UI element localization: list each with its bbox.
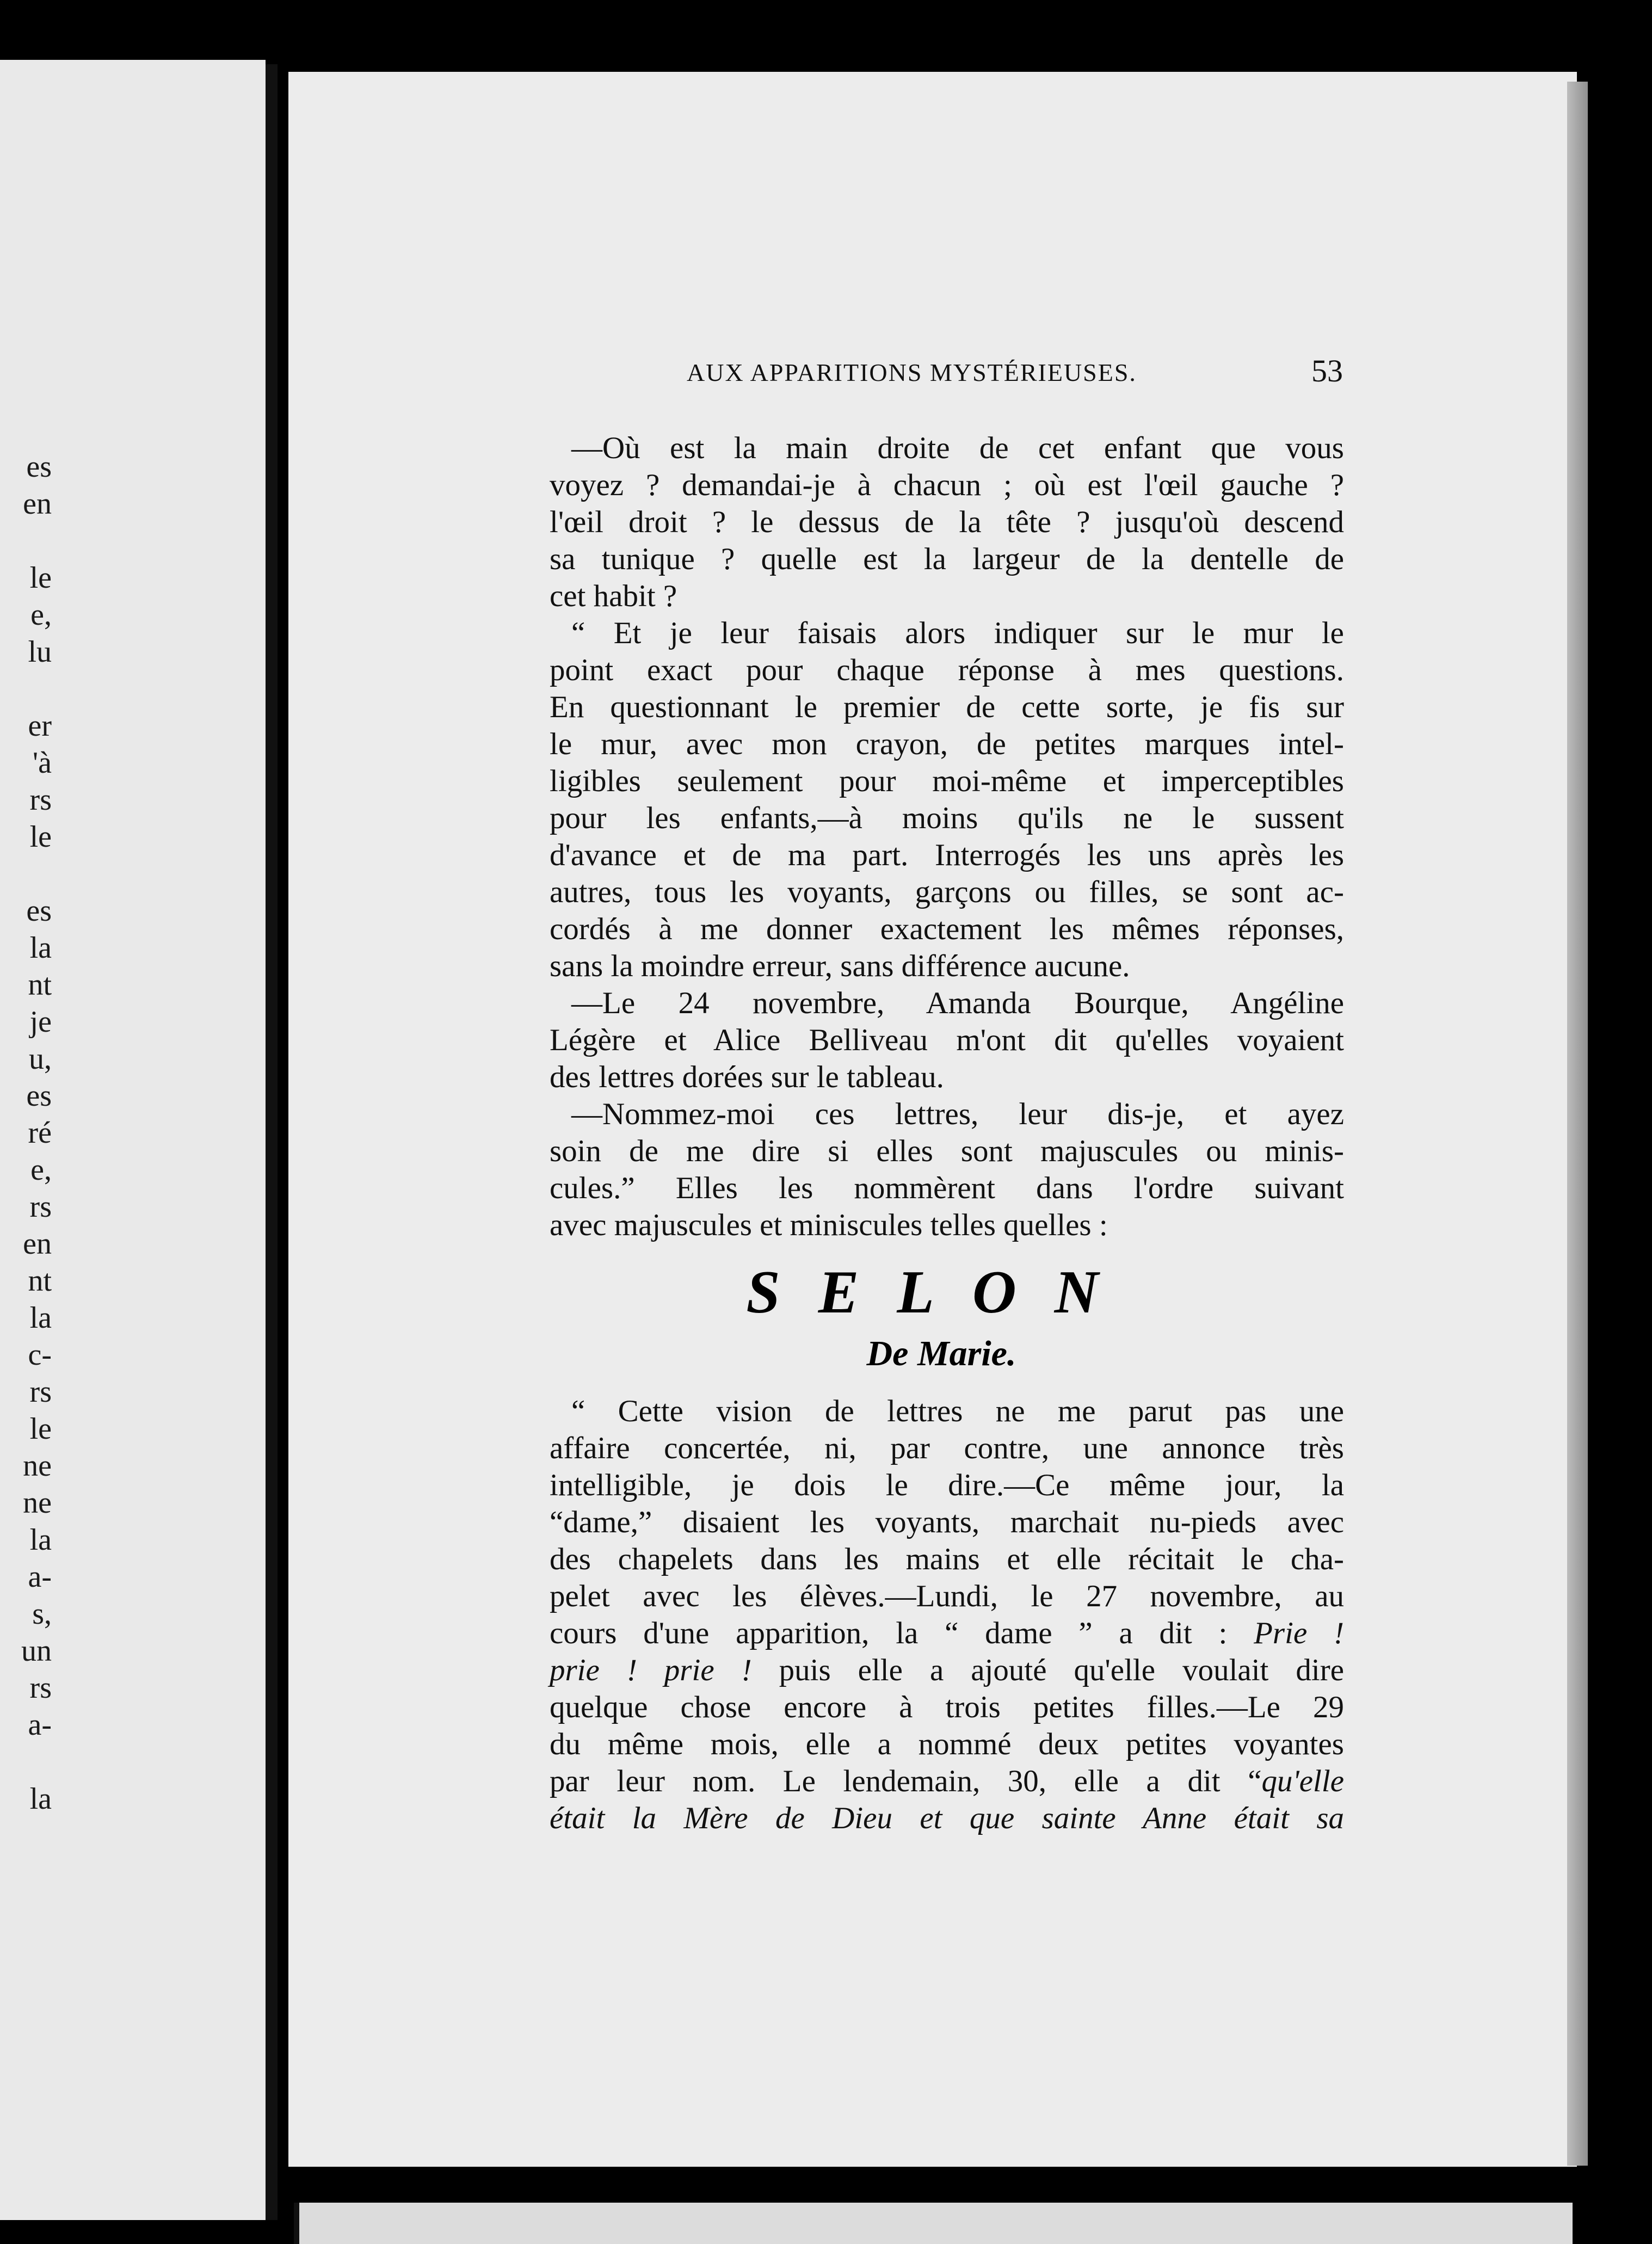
previous-page-fragment-text: ne — [23, 1486, 52, 1520]
next-page-strip — [294, 2203, 1573, 2244]
previous-page-fragment-text: u, — [29, 1042, 52, 1076]
body-line: le mur, avec mon crayon, de petites marques intel- — [550, 727, 1344, 761]
body-line: intelligible, je dois le dire.—Ce même jour, la — [550, 1468, 1344, 1502]
body-line: des chapelets dans les mains et elle récitait le cha- — [550, 1542, 1344, 1576]
body-line — [550, 1615, 1344, 1652]
body-line — [550, 1763, 1344, 1800]
body-line: sa tunique ? quelle est la largeur de la dentelle de — [550, 542, 1344, 576]
previous-page-fragment-text: s, — [32, 1597, 52, 1631]
previous-page-fragment-text: le — [29, 820, 52, 854]
body-line: Légère et Alice Belliveau m'ont dit qu'elles voyaient — [550, 1023, 1344, 1057]
previous-page-fragment-text: rs — [29, 1375, 52, 1409]
body-line: soin de me dire si elles sont majuscules ou minis- — [550, 1134, 1344, 1168]
previous-page-fragment-text: nt — [28, 1264, 52, 1298]
body-line-italic: prie ! prie ! — [550, 1653, 752, 1687]
previous-page-fragment-text: rs — [29, 783, 52, 817]
body-line: cordés à me donner exactement les mêmes réponses, — [550, 912, 1344, 946]
previous-page-fragment-text: e, — [30, 1153, 52, 1187]
previous-page-fragment-text: en — [23, 1227, 52, 1261]
body-line — [550, 1652, 1344, 1689]
previous-page-fragment-text: ré — [28, 1116, 52, 1150]
running-header: AUX APPARITIONS MYSTÉRIEUSES. — [687, 359, 1137, 386]
body-line: cet habit ? — [550, 579, 677, 613]
body-line: des lettres dorées sur le tableau. — [550, 1060, 944, 1094]
previous-page-fragment-text: c- — [28, 1338, 52, 1372]
body-line: autres, tous les voyants, garçons ou filles, se sont ac- — [550, 875, 1344, 909]
previous-page-fragment-text: je — [29, 1005, 52, 1039]
body-line: —Nommez-moi ces lettres, leur dis-je, et ayez — [571, 1097, 1344, 1131]
previous-page-fragment-text: a- — [28, 1560, 52, 1594]
previous-page-fragment-text: en — [23, 487, 52, 521]
body-line — [550, 1800, 1344, 1837]
body-line: avec majuscules et miniscules telles quelles : — [550, 1208, 1108, 1242]
previous-page-fragment-text: la — [29, 1523, 52, 1557]
body-line: affaire concertée, ni, par contre, une annonce très — [550, 1431, 1344, 1465]
body-line: du même mois, elle a nommé deux petites voyantes — [550, 1727, 1344, 1761]
body-line: —Où est la main droite de cet enfant que vous — [571, 431, 1344, 465]
body-line-italic: Prie ! — [1254, 1616, 1345, 1650]
previous-page-fragment-text: un — [21, 1634, 52, 1668]
body-line: pelet avec les élèves.—Lundi, le 27 novembre, au — [550, 1579, 1344, 1613]
previous-page-fragment-text: la — [29, 1301, 52, 1335]
previous-page-fragment-text: ne — [23, 1449, 52, 1483]
body-line-text: par leur nom. Le lendemain, 30, elle a dit “ — [550, 1764, 1262, 1798]
letters-subheading: De Marie. — [866, 1334, 1016, 1373]
previous-page-fragment-text: le — [29, 1412, 52, 1446]
body-line: sans la moindre erreur, sans différence aucune. — [550, 949, 1130, 983]
body-line: l'œil droit ? le dessus de la tête ? jusqu'où descend — [550, 505, 1344, 539]
golden-letters-heading: SELON — [746, 1259, 1137, 1326]
body-line: quelque chose encore à trois petites filles.—Le 29 — [550, 1690, 1344, 1724]
previous-page-fragment-text: es — [26, 894, 52, 928]
previous-page-fragment-text: 'à — [33, 746, 52, 780]
body-line: “ Et je leur faisais alors indiquer sur le mur le — [571, 616, 1344, 650]
previous-page-fragment-text: le — [29, 561, 52, 595]
body-line-italic: était la Mère de Dieu et que sainte Anne était sa — [550, 1801, 1344, 1835]
previous-page-fragment-text: es — [26, 1079, 52, 1113]
body-line: pour les enfants,—à moins qu'ils ne le sussent — [550, 801, 1344, 835]
previous-page-fragment-text: rs — [29, 1671, 52, 1705]
previous-page-fragment-text: er — [28, 709, 52, 743]
body-line-text: puis elle a ajouté qu'elle voulait dire — [779, 1653, 1345, 1687]
body-line: “dame,” disaient les voyants, marchait nu-pieds avec — [550, 1505, 1344, 1539]
page-edge-bevel — [1567, 82, 1588, 2166]
left-page-gutter-edge — [266, 64, 278, 2220]
previous-page-fragment-text: nt — [28, 968, 52, 1002]
body-line-text: cours d'une apparition, la “ dame ” a dit : — [550, 1616, 1228, 1650]
previous-page-fragment-text: rs — [29, 1190, 52, 1224]
body-line-italic: qu'elle — [1261, 1764, 1344, 1798]
previous-page-fragment-text: la — [29, 931, 52, 965]
previous-page-fragment-text: a- — [28, 1708, 52, 1742]
body-line: d'avance et de ma part. Interrogés les uns après les — [550, 838, 1344, 872]
body-line: cules.” Elles les nommèrent dans l'ordre suivant — [550, 1171, 1344, 1205]
body-line: voyez ? demandai-je à chacun ; où est l'œil gauche ? — [550, 468, 1344, 502]
body-line: En questionnant le premier de cette sorte, je fis sur — [550, 690, 1344, 724]
previous-page-fragment-text: e, — [30, 598, 52, 632]
body-line: point exact pour chaque réponse à mes questions. — [550, 653, 1344, 687]
body-line: “ Cette vision de lettres ne me parut pas une — [571, 1394, 1344, 1428]
body-line: ligibles seulement pour moi-même et imperceptibles — [550, 764, 1344, 798]
previous-page-fragment-text: la — [29, 1782, 52, 1816]
body-line: —Le 24 novembre, Amanda Bourque, Angéline — [571, 986, 1344, 1020]
previous-page-fragment-text: es — [26, 450, 52, 484]
previous-page-fragment-text: lu — [28, 635, 52, 669]
page-number: 53 — [1311, 353, 1343, 389]
